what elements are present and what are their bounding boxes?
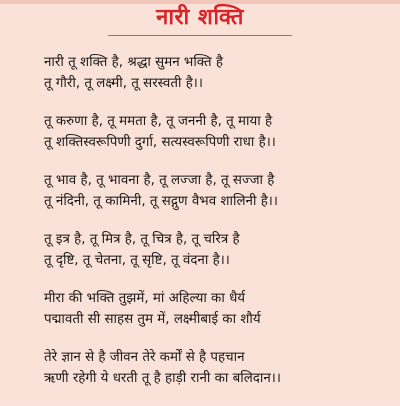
poem-line: ऋणी रहेगी ये धरती तू है हाड़ी रानी का बलिदान।। [44,371,281,386]
poem-line: तू दृष्टि, तू चेतना, तू सृष्टि, तू वंदना है।। [44,253,230,268]
poem-line: नारी तू शक्ति है, श्रद्धा सुमन भक्ति है [44,55,223,70]
stanza-1 [44,52,396,94]
title-underline [108,35,292,36]
poem-body [44,52,396,406]
poem-line: तू इत्र है, तू मित्र है, तू चित्र है, तू चरित्र है [44,232,240,247]
poem-line: तू शक्तिस्वरूपिणी दुर्गा, सत्यस्वरूपिणी राधा है।। [44,135,276,150]
poem-line: तू नंदिनी, तू कामिनी, तू सद्गुण वैभव शालिनी है।। [44,194,278,209]
stanza-3 [44,170,396,212]
stanza-4 [44,229,396,271]
stanza-2 [44,111,396,153]
poem-line: तू करुणा है, तू ममता है, तू जननी है, तू माया है [44,114,273,129]
poem-line: तू गौरी, तू लक्ष्मी, तू सरस्वती है।। [44,76,203,91]
stanza-6 [44,347,396,389]
stanza-5 [44,288,396,330]
poem-line: तेरे ज्ञान से है जीवन तेरे कर्मों से है पहचान [44,350,245,365]
poem-line: मीरा की भक्ति तुझमें, मां अहिल्या का धैर्य [44,291,246,306]
poem-title: नारी शक्ति [156,5,244,30]
poem-line: पद्मावती सी साहस तुम में, लक्ष्मीबाई का शौर्य [44,312,261,327]
poem-line: तू भाव है, तू भावना है, तू लज्जा है, तू सज्जा है [44,173,275,188]
